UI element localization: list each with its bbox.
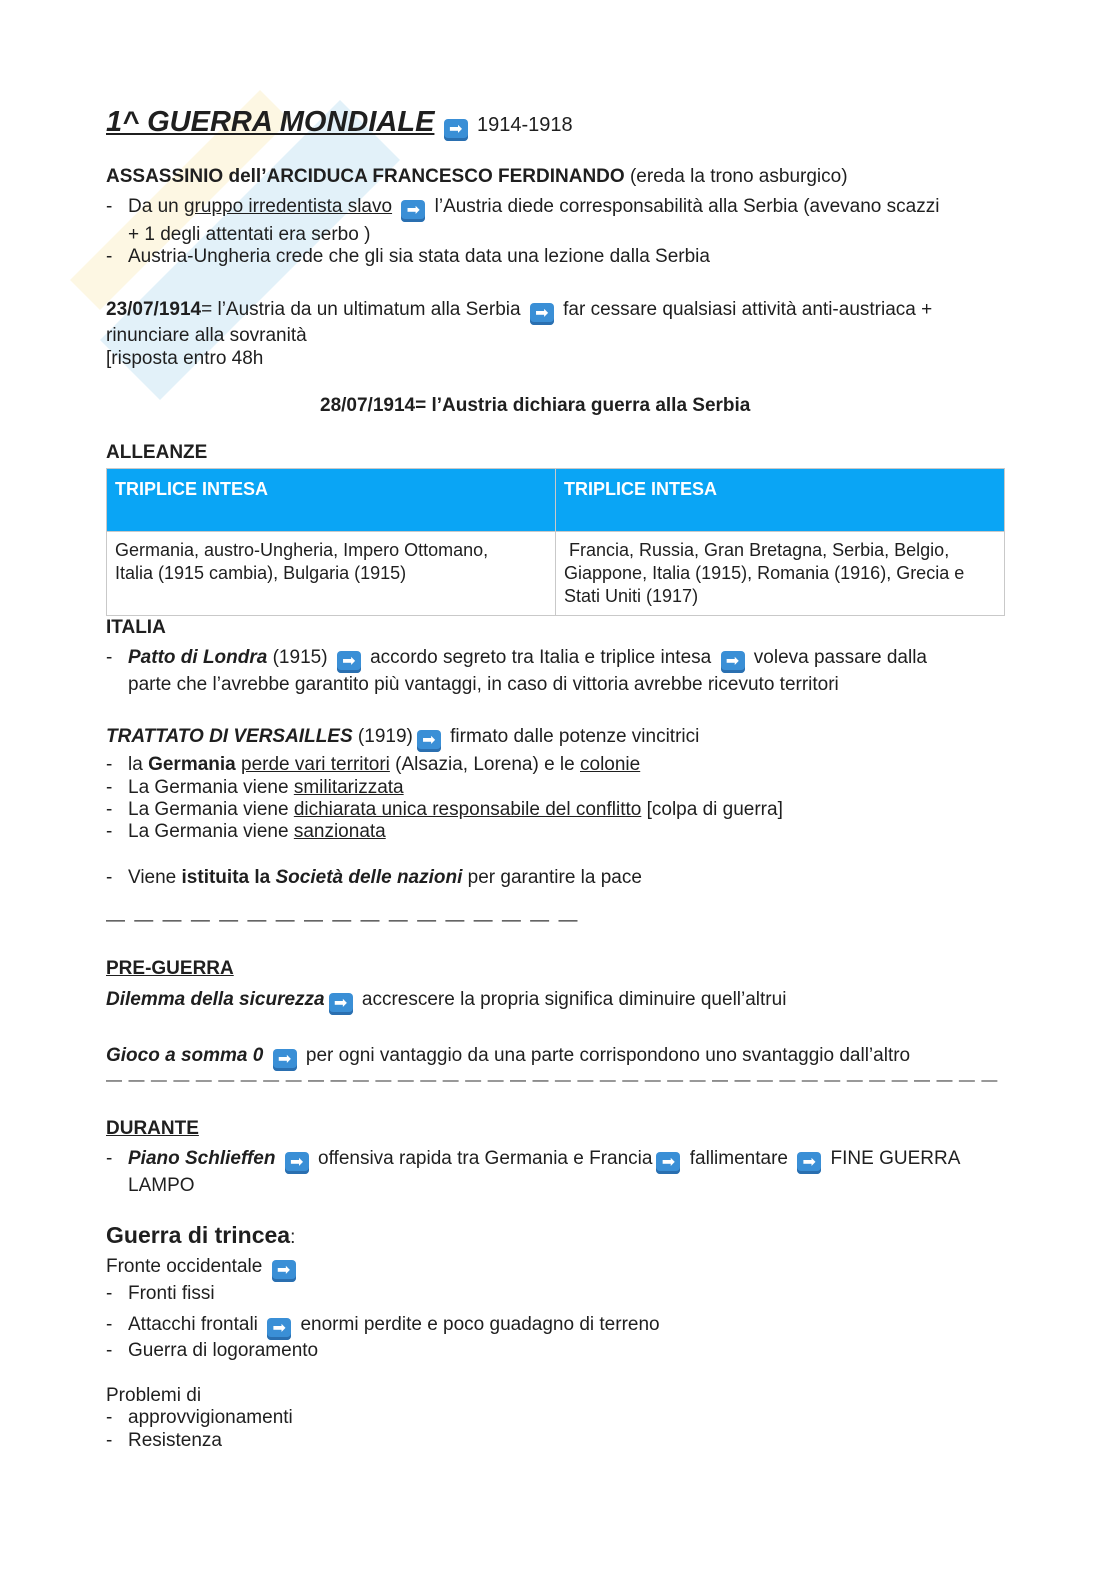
table-cell-col1: Germania, austro-Ungheria, Impero Ottomano, Italia (1915 cambia), Bulgaria (1915) — [115, 540, 489, 583]
trincea-heading-row: Guerra di trincea: — [106, 1222, 296, 1248]
arrow-icon: ➡ — [530, 303, 554, 325]
list-item: Attacchi frontali ➡ enormi perdite e poco guadagno di terreno — [128, 1314, 660, 1340]
table-header-col2: TRIPLICE INTESA — [556, 469, 1004, 531]
alleanze-table — [106, 468, 1005, 616]
bullet-dash: - — [106, 196, 113, 217]
list-item: Viene istituita la Società delle nazioni per garantire la pace — [128, 867, 642, 888]
arrow-icon: ➡ — [417, 730, 441, 752]
trincea-heading: Guerra di trincea — [106, 1222, 291, 1248]
list-item: Austria-Ungheria crede che gli sia stata data una lezione dalla Serbia — [128, 246, 710, 267]
ultimatum-line3: [risposta entro 48h — [106, 348, 264, 369]
ultimatum-row: 23/07/1914= l’Austria da un ultimatum alla Serbia ➡ far cessare qualsiasi attività anti-austriaca + — [106, 299, 932, 325]
ultimatum-line2: rinunciare alla sovranità — [106, 325, 307, 346]
arrow-icon: ➡ — [273, 1049, 297, 1071]
arrow-icon: ➡ — [401, 200, 425, 222]
page-title-row — [106, 106, 573, 141]
list-item-cont: parte che l’avrebbe garantito più vantaggi, in caso di vittoria avrebbe ricevuto territori — [128, 674, 839, 695]
list-item-cont: + 1 degli attentati era serbo ) — [128, 224, 371, 245]
divider: — — — — — — — — — — — — — — — — — — — — — — — — — — — — — — — — — — — — — — — — — [106, 1072, 999, 1089]
arrow-icon: ➡ — [656, 1152, 680, 1174]
arrow-icon: ➡ — [329, 993, 353, 1015]
list-item: Fronti fissi — [128, 1283, 215, 1304]
bullet-dash: - — [106, 246, 113, 267]
table-cell-col2: Francia, Russia, Gran Bretagna, Serbia, Belgio, Giappone, Italia (1915), Romania (1916), Grecia e Stati Uniti (1917) — [564, 540, 965, 606]
ultimatum-date: 23/07/1914 — [106, 299, 202, 320]
preguerra-heading: PRE-GUERRA — [106, 958, 234, 979]
arrow-icon: ➡ — [272, 1260, 296, 1282]
alleanze-heading: ALLEANZE — [106, 442, 208, 463]
list-item: Resistenza — [128, 1430, 222, 1451]
assassinio-note: (ereda la trono asburgico) — [629, 166, 848, 187]
assassinio-heading: ASSASSINIO dell’ARCIDUCA FRANCESCO FERDINANDO — [106, 166, 625, 187]
fronte-row: Fronte occidentale ➡ — [106, 1256, 300, 1282]
title-years: 1914-1918 — [477, 114, 573, 136]
italia-heading: ITALIA — [106, 617, 166, 638]
list-item: La Germania viene smilitarizzata — [128, 777, 404, 798]
list-item: La Germania viene sanzionata — [128, 821, 386, 842]
table-header-col1: TRIPLICE INTESA — [107, 469, 555, 531]
table-divider — [107, 531, 1004, 532]
durante-heading: DURANTE — [106, 1118, 199, 1139]
list-item: Guerra di logoramento — [128, 1340, 319, 1361]
list-item: approvvigionamenti — [128, 1407, 293, 1428]
patto-londra: Patto di Londra — [128, 647, 268, 668]
list-item-cont: LAMPO — [128, 1175, 195, 1196]
page-title: 1^ GUERRA MONDIALE — [106, 106, 435, 138]
list-item: Patto di Londra (1915) ➡ accordo segreto tra Italia e triplice intesa ➡ voleva passare dalla — [128, 647, 927, 673]
declaration: 28/07/1914= l’Austria dichiara guerra alla Serbia — [320, 395, 751, 416]
arrow-icon: ➡ — [267, 1318, 291, 1340]
list-item: Da un gruppo irredentista slavo ➡ l’Austria diede corresponsabilità alla Serbia (avevano scazzi — [128, 196, 939, 222]
versailles-heading: TRATTATO DI VERSAILLES — [106, 726, 353, 747]
link-gruppo-slavo: gruppo irredentista slavo — [183, 196, 393, 217]
dilemma-row: Dilemma della sicurezza ➡ accrescere la propria significa diminuire quell’altrui — [106, 989, 786, 1015]
assassinio-heading-row — [106, 166, 848, 188]
gioco-row: Gioco a somma 0 ➡ per ogni vantaggio da una parte corrispondono uno svantaggio dall’altro — [106, 1045, 910, 1071]
arrow-icon: ➡ — [721, 651, 745, 673]
arrow-icon: ➡ — [285, 1152, 309, 1174]
table-divider — [555, 469, 556, 615]
divider: — — — — — — — — — — — — — — — — — — [106, 910, 580, 931]
list-item: la Germania perde vari territori (Alsazia, Lorena) e le colonie — [128, 754, 641, 775]
versailles-row: TRATTATO DI VERSAILLES (1919) ➡ firmato dalle potenze vincitrici — [106, 726, 699, 752]
list-item: Piano Schlieffen ➡ offensiva rapida tra Germania e Francia ➡ fallimentare ➡ FINE GUERRA — [128, 1148, 960, 1174]
problemi-heading: Problemi di — [106, 1385, 202, 1406]
arrow-icon: ➡ — [337, 651, 361, 673]
arrow-icon: ➡ — [444, 119, 468, 141]
arrow-icon: ➡ — [797, 1152, 821, 1174]
list-item: La Germania viene dichiarata unica responsabile del conflitto [colpa di guerra] — [128, 799, 783, 820]
bullet-dash: - — [106, 647, 113, 668]
